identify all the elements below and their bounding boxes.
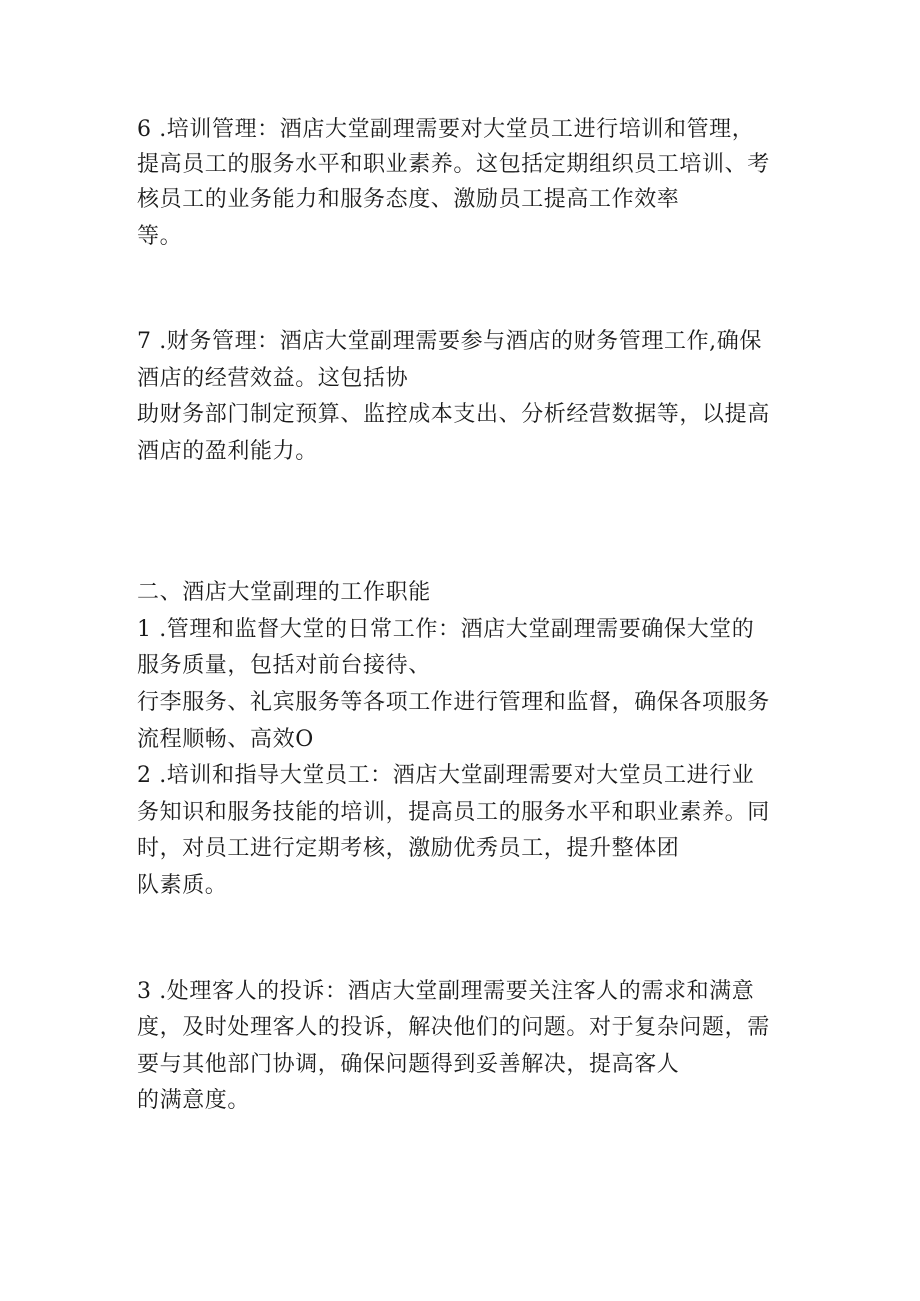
paragraph-line: 队素质。 <box>137 873 228 898</box>
paragraph-line: 助财务部门制定预算、监控成本支出、分析经营数据等，以提高 <box>137 402 770 427</box>
paragraph-line: 2 .培训和指导大堂员工：酒店大堂副理需要对大堂员工进行业 <box>137 763 755 788</box>
paragraph-line: 酒店的经营效益。这包括协 <box>137 366 409 391</box>
section-heading: 二、酒店大堂副理的工作职能 <box>137 580 431 605</box>
paragraph-line: 务知识和服务技能的培训，提高员工的服务水平和职业素养。同 <box>137 800 770 825</box>
paragraph-line: 1 .管理和监督大堂的日常工作：酒店大堂副理需要确保大堂的 <box>137 617 755 642</box>
paragraph-line: 度，及时处理客人的投诉，解决他们的问题。对于复杂问题，需 <box>137 1015 770 1040</box>
paragraph-line: 等。 <box>137 224 183 249</box>
paragraph-line: 酒店的盈利能力。 <box>137 439 318 464</box>
paragraph-line: 时，对员工进行定期考核，激励优秀员工，提升整体团 <box>137 836 680 861</box>
paragraph-line: 7 .财务管理：酒店大堂副理需要参与酒店的财务管理工作,确保 <box>137 329 762 354</box>
paragraph-line: 提高员工的服务水平和职业素养。这包括定期组织员工培训、考 <box>137 152 770 177</box>
paragraph-line: 6 .培训管理：酒店大堂副理需要对大堂员工进行培训和管理， <box>137 117 755 142</box>
paragraph-line: 行李服务、礼宾服务等各项工作进行管理和监督，确保各项服务 <box>137 690 770 715</box>
paragraph-line: 核员工的业务能力和服务态度、激励员工提高工作效率 <box>137 187 680 212</box>
paragraph-line: 流程顺畅、高效O <box>137 727 314 752</box>
paragraph-line: 要与其他部门协调，确保问题得到妥善解决，提高客人 <box>137 1052 680 1077</box>
paragraph-line: 服务质量，包括对前台接待、 <box>137 653 431 678</box>
paragraph-line: 的满意度。 <box>137 1088 251 1113</box>
paragraph-line: 3 .处理客人的投诉：酒店大堂副理需要关注客人的需求和满意 <box>137 979 755 1004</box>
